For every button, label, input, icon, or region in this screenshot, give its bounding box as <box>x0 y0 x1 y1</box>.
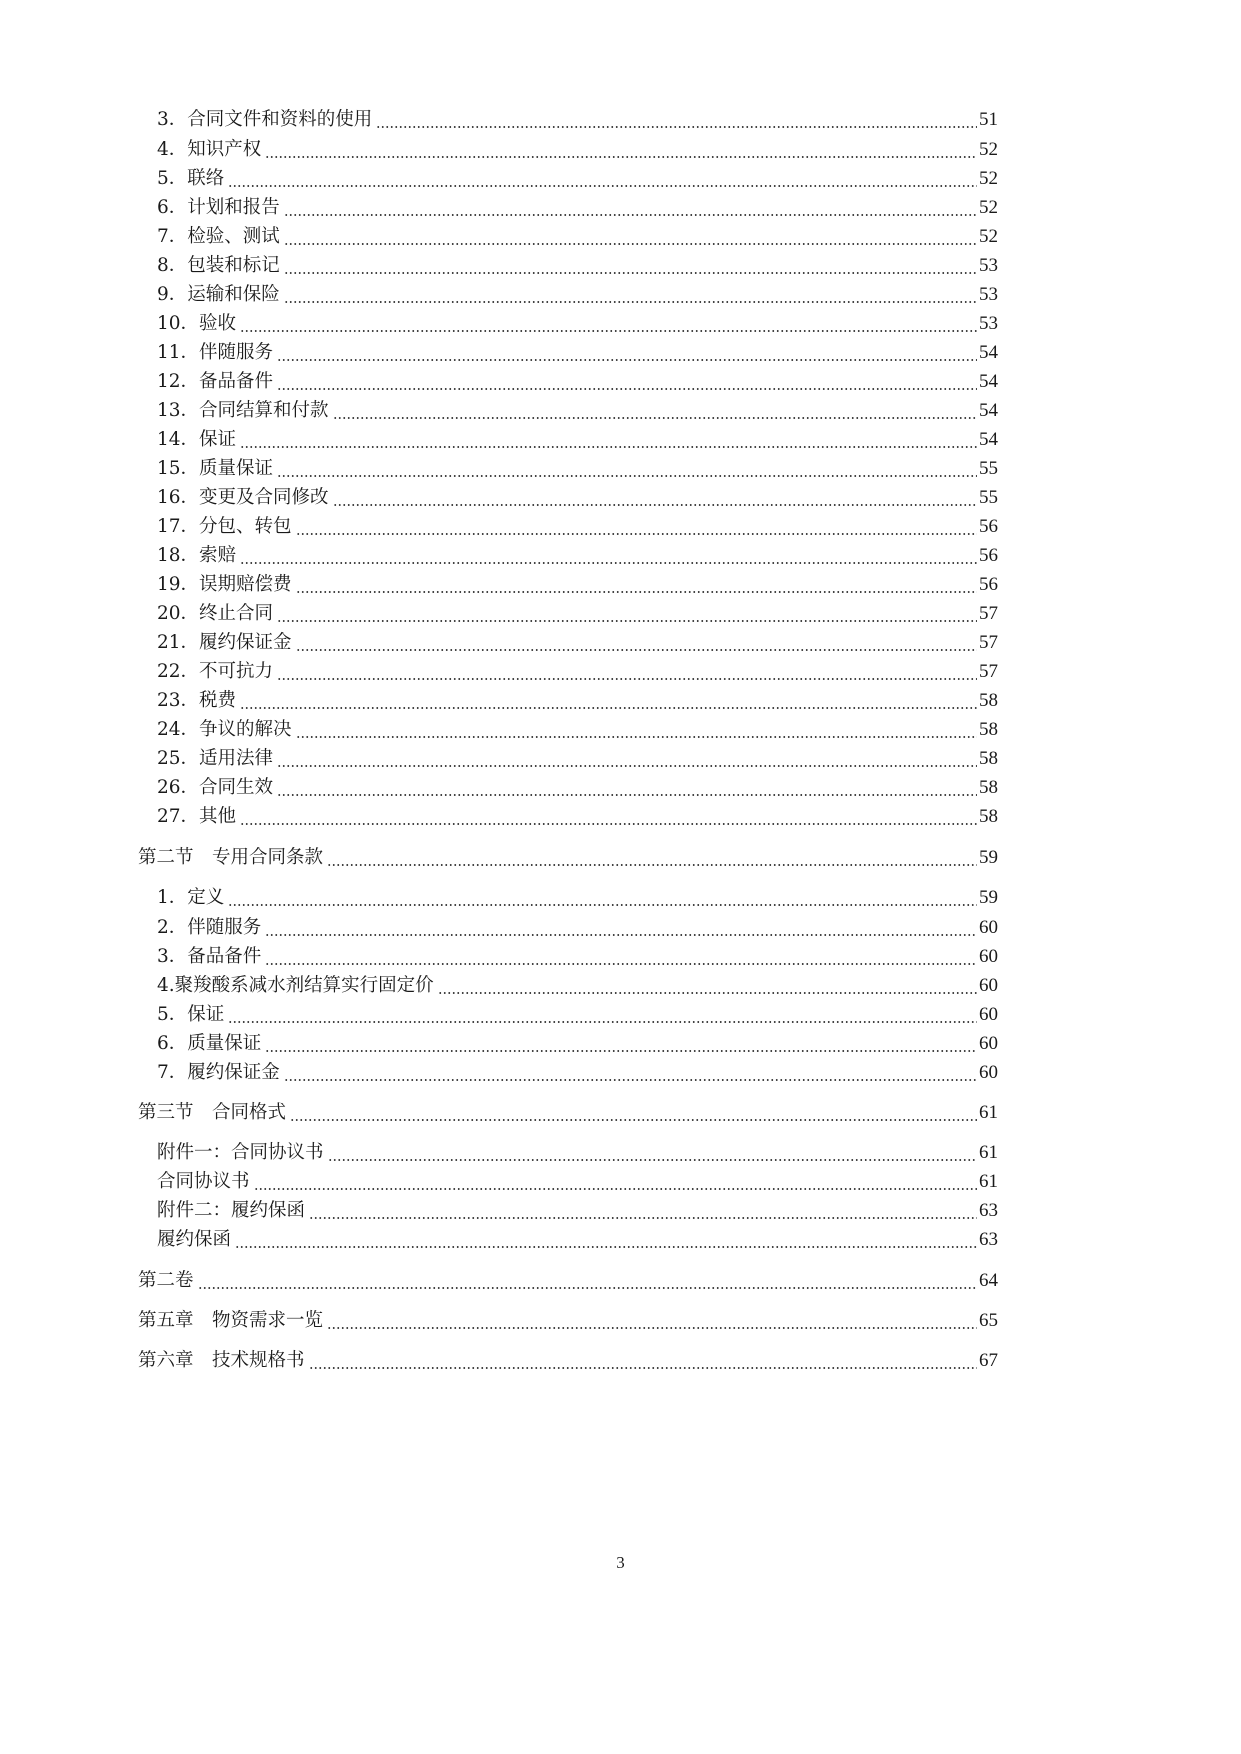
toc-entry-title: 附件二：履约保函 <box>157 1200 306 1221</box>
toc-entry-title: 7．检验、测试 <box>157 226 280 247</box>
toc-entry-title: 5．联络 <box>157 168 225 189</box>
toc-entry-page-number: 61 <box>979 1142 998 1163</box>
toc-entry-page-number: 56 <box>979 516 998 537</box>
toc-entry-title: 7．履约保证金 <box>157 1062 280 1083</box>
toc-entry-page-number: 58 <box>979 719 998 740</box>
toc-entry-title: 3．备品备件 <box>157 946 262 967</box>
toc-entry-title: 6．质量保证 <box>157 1033 262 1054</box>
toc-entry-page-number: 60 <box>979 917 998 938</box>
toc-entry[interactable] <box>0 627 1241 659</box>
toc-entry-page-number: 60 <box>979 1062 998 1083</box>
toc-entry[interactable] <box>0 569 1241 601</box>
toc-entry-page-number: 59 <box>979 847 998 868</box>
toc-entry-title: 12．备品备件 <box>157 371 274 392</box>
toc-leader-dots <box>284 279 977 311</box>
toc-entry-title: 24．争议的解决 <box>157 719 292 740</box>
page-number: 3 <box>616 1553 625 1572</box>
toc-leader-dots <box>296 627 977 659</box>
toc-leader-dots <box>296 511 977 543</box>
toc-leader-dots <box>198 1265 977 1297</box>
toc-entry[interactable] <box>0 598 1241 630</box>
toc-entry-page-number: 58 <box>979 748 998 769</box>
toc-entry[interactable] <box>0 685 1241 717</box>
toc-entry[interactable] <box>0 482 1241 514</box>
toc-entry-page-number: 60 <box>979 946 998 967</box>
toc-entry[interactable] <box>0 308 1241 340</box>
toc-entry-page-number: 65 <box>979 1310 998 1331</box>
toc-entry[interactable] <box>0 1166 1241 1198</box>
toc-entry[interactable] <box>0 250 1241 282</box>
toc-entry[interactable] <box>0 221 1241 253</box>
toc-entry-title: 第二卷 <box>138 1270 194 1291</box>
toc-entry[interactable] <box>0 1265 1241 1297</box>
toc-entry-page-number: 54 <box>979 429 998 450</box>
toc-entry[interactable] <box>0 912 1241 944</box>
toc-entry-page-number: 58 <box>979 690 998 711</box>
toc-entry-page-number: 60 <box>979 975 998 996</box>
toc-entry[interactable] <box>0 337 1241 369</box>
toc-entry-title: 附件一：合同协议书 <box>157 1142 324 1163</box>
toc-entry-title: 23．税费 <box>157 690 237 711</box>
toc-entry-page-number: 67 <box>979 1350 998 1371</box>
toc-entry-page-number: 54 <box>979 400 998 421</box>
toc-leader-dots <box>296 714 977 746</box>
toc-entry-title: 5．保证 <box>157 1004 225 1025</box>
toc-entry-title: 4．知识产权 <box>157 139 262 160</box>
toc-entry-title: 25．适用法律 <box>157 748 274 769</box>
toc-entry-title: 13．合同结算和付款 <box>157 400 329 421</box>
toc-leader-dots <box>309 1345 977 1377</box>
toc-leader-dots <box>328 1137 977 1169</box>
toc-entry-title: 14．保证 <box>157 429 237 450</box>
toc-entry-title: 19．误期赔偿费 <box>157 574 292 595</box>
toc-entry[interactable] <box>0 134 1241 166</box>
toc-entry[interactable] <box>0 1305 1241 1337</box>
toc-leader-dots <box>277 453 977 485</box>
toc-entry-page-number: 57 <box>979 603 998 624</box>
toc-entry-title: 第五章 物资需求一览 <box>138 1310 324 1331</box>
toc-entry-page-number: 63 <box>979 1229 998 1250</box>
toc-entry[interactable] <box>0 999 1241 1031</box>
toc-entry-page-number: 52 <box>979 139 998 160</box>
toc-leader-dots <box>240 801 977 833</box>
toc-entry-page-number: 57 <box>979 661 998 682</box>
toc-leader-dots <box>277 366 977 398</box>
toc-entry-title: 9．运输和保险 <box>157 284 280 305</box>
toc-entry-title: 1．定义 <box>157 887 225 908</box>
toc-leader-dots <box>284 192 977 224</box>
toc-leader-dots <box>296 569 977 601</box>
toc-leader-dots <box>376 104 977 136</box>
toc-entry[interactable] <box>0 511 1241 543</box>
toc-entry-page-number: 60 <box>979 1004 998 1025</box>
toc-entry-title: 15．质量保证 <box>157 458 274 479</box>
toc-entry-title: 6．计划和报告 <box>157 197 280 218</box>
toc-leader-dots <box>235 1224 977 1256</box>
toc-entry-title: 16．变更及合同修改 <box>157 487 329 508</box>
toc-entry-title: 第二节 专用合同条款 <box>138 847 324 868</box>
toc-entry[interactable] <box>0 743 1241 775</box>
toc-entry-page-number: 61 <box>979 1171 998 1192</box>
toc-entry-page-number: 52 <box>979 197 998 218</box>
toc-leader-dots <box>327 842 977 874</box>
toc-entry-title: 4.聚羧酸系减水剂结算实行固定价 <box>157 975 434 996</box>
toc-entry[interactable] <box>0 1057 1241 1089</box>
toc-entry-page-number: 57 <box>979 632 998 653</box>
toc-leader-dots <box>333 482 977 514</box>
toc-entry-title: 合同协议书 <box>157 1171 250 1192</box>
toc-leader-dots <box>277 772 977 804</box>
toc-entry-title: 11．伴随服务 <box>157 342 274 363</box>
toc-entry[interactable] <box>0 540 1241 572</box>
toc-entry-page-number: 56 <box>979 574 998 595</box>
toc-entry-page-number: 53 <box>979 313 998 334</box>
toc-entry-page-number: 52 <box>979 226 998 247</box>
toc-entry[interactable] <box>0 772 1241 804</box>
toc-leader-dots <box>290 1097 977 1129</box>
toc-entry-page-number: 58 <box>979 806 998 827</box>
toc-leader-dots <box>240 540 977 572</box>
toc-entry-title: 20．终止合同 <box>157 603 274 624</box>
toc-leader-dots <box>240 308 977 340</box>
toc-entry-page-number: 56 <box>979 545 998 566</box>
toc-leader-dots <box>277 743 977 775</box>
toc-entry-page-number: 51 <box>979 109 998 130</box>
toc-entry-page-number: 55 <box>979 487 998 508</box>
toc-entry-title: 18．索赔 <box>157 545 237 566</box>
toc-entry[interactable] <box>0 163 1241 195</box>
toc-entry-page-number: 54 <box>979 371 998 392</box>
toc-entry-page-number: 58 <box>979 777 998 798</box>
toc-entry-page-number: 60 <box>979 1033 998 1054</box>
toc-entry[interactable] <box>0 1224 1241 1256</box>
toc-leader-dots <box>284 250 977 282</box>
toc-entry[interactable] <box>0 1097 1241 1129</box>
toc-entry-page-number: 64 <box>979 1270 998 1291</box>
toc-entry[interactable] <box>0 1028 1241 1060</box>
toc-entry[interactable] <box>0 104 1241 136</box>
toc-entry[interactable] <box>0 1345 1241 1377</box>
toc-entry[interactable] <box>0 656 1241 688</box>
toc-entry-title: 26．合同生效 <box>157 777 274 798</box>
toc-leader-dots <box>284 1057 977 1089</box>
toc-entry[interactable] <box>0 395 1241 427</box>
toc-leader-dots <box>240 424 977 456</box>
toc-leader-dots <box>265 1028 977 1060</box>
toc-leader-dots <box>265 134 977 166</box>
toc-entry[interactable] <box>0 714 1241 746</box>
toc-entry-title: 22．不可抗力 <box>157 661 274 682</box>
toc-entry[interactable] <box>0 424 1241 456</box>
toc-entry-title: 21．履约保证金 <box>157 632 292 653</box>
toc-entry[interactable] <box>0 941 1241 973</box>
toc-leader-dots <box>277 337 977 369</box>
toc-entry-page-number: 53 <box>979 255 998 276</box>
toc-leader-dots <box>333 395 977 427</box>
toc-entry[interactable] <box>0 882 1241 914</box>
toc-entry-title: 17．分包、转包 <box>157 516 292 537</box>
toc-leader-dots <box>277 656 977 688</box>
toc-leader-dots <box>438 970 977 1002</box>
toc-entry-title: 3．合同文件和资料的使用 <box>157 109 373 130</box>
toc-entry[interactable] <box>0 970 1241 1002</box>
toc-entry[interactable] <box>0 801 1241 833</box>
toc-entry[interactable] <box>0 842 1241 874</box>
toc-entry-page-number: 59 <box>979 887 998 908</box>
toc-entry[interactable] <box>0 1137 1241 1169</box>
toc-entry-page-number: 53 <box>979 284 998 305</box>
toc-entry-title: 10．验收 <box>157 313 237 334</box>
toc-entry[interactable] <box>0 279 1241 311</box>
toc-entry-title: 第三节 合同格式 <box>138 1102 287 1123</box>
toc-entry-page-number: 55 <box>979 458 998 479</box>
toc-leader-dots <box>265 912 977 944</box>
toc-entry-page-number: 63 <box>979 1200 998 1221</box>
toc-leader-dots <box>284 221 977 253</box>
toc-entry[interactable] <box>0 366 1241 398</box>
toc-entry[interactable] <box>0 453 1241 485</box>
toc-leader-dots <box>277 598 977 630</box>
toc-leader-dots <box>327 1305 977 1337</box>
toc-leader-dots <box>228 999 977 1031</box>
toc-entry-page-number: 61 <box>979 1102 998 1123</box>
toc-leader-dots <box>265 941 977 973</box>
toc-leader-dots <box>254 1166 977 1198</box>
toc-entry[interactable] <box>0 192 1241 224</box>
toc-entry-title: 第六章 技术规格书 <box>138 1350 305 1371</box>
toc-entry[interactable] <box>0 1195 1241 1227</box>
toc-leader-dots <box>228 882 977 914</box>
toc-entry-page-number: 54 <box>979 342 998 363</box>
toc-entry-page-number: 52 <box>979 168 998 189</box>
toc-leader-dots <box>309 1195 977 1227</box>
toc-entry-title: 27．其他 <box>157 806 237 827</box>
toc-entry-title: 履约保函 <box>157 1229 232 1250</box>
toc-leader-dots <box>228 163 977 195</box>
toc-entry-title: 2．伴随服务 <box>157 917 262 938</box>
toc-leader-dots <box>240 685 977 717</box>
toc-entry-title: 8．包装和标记 <box>157 255 280 276</box>
